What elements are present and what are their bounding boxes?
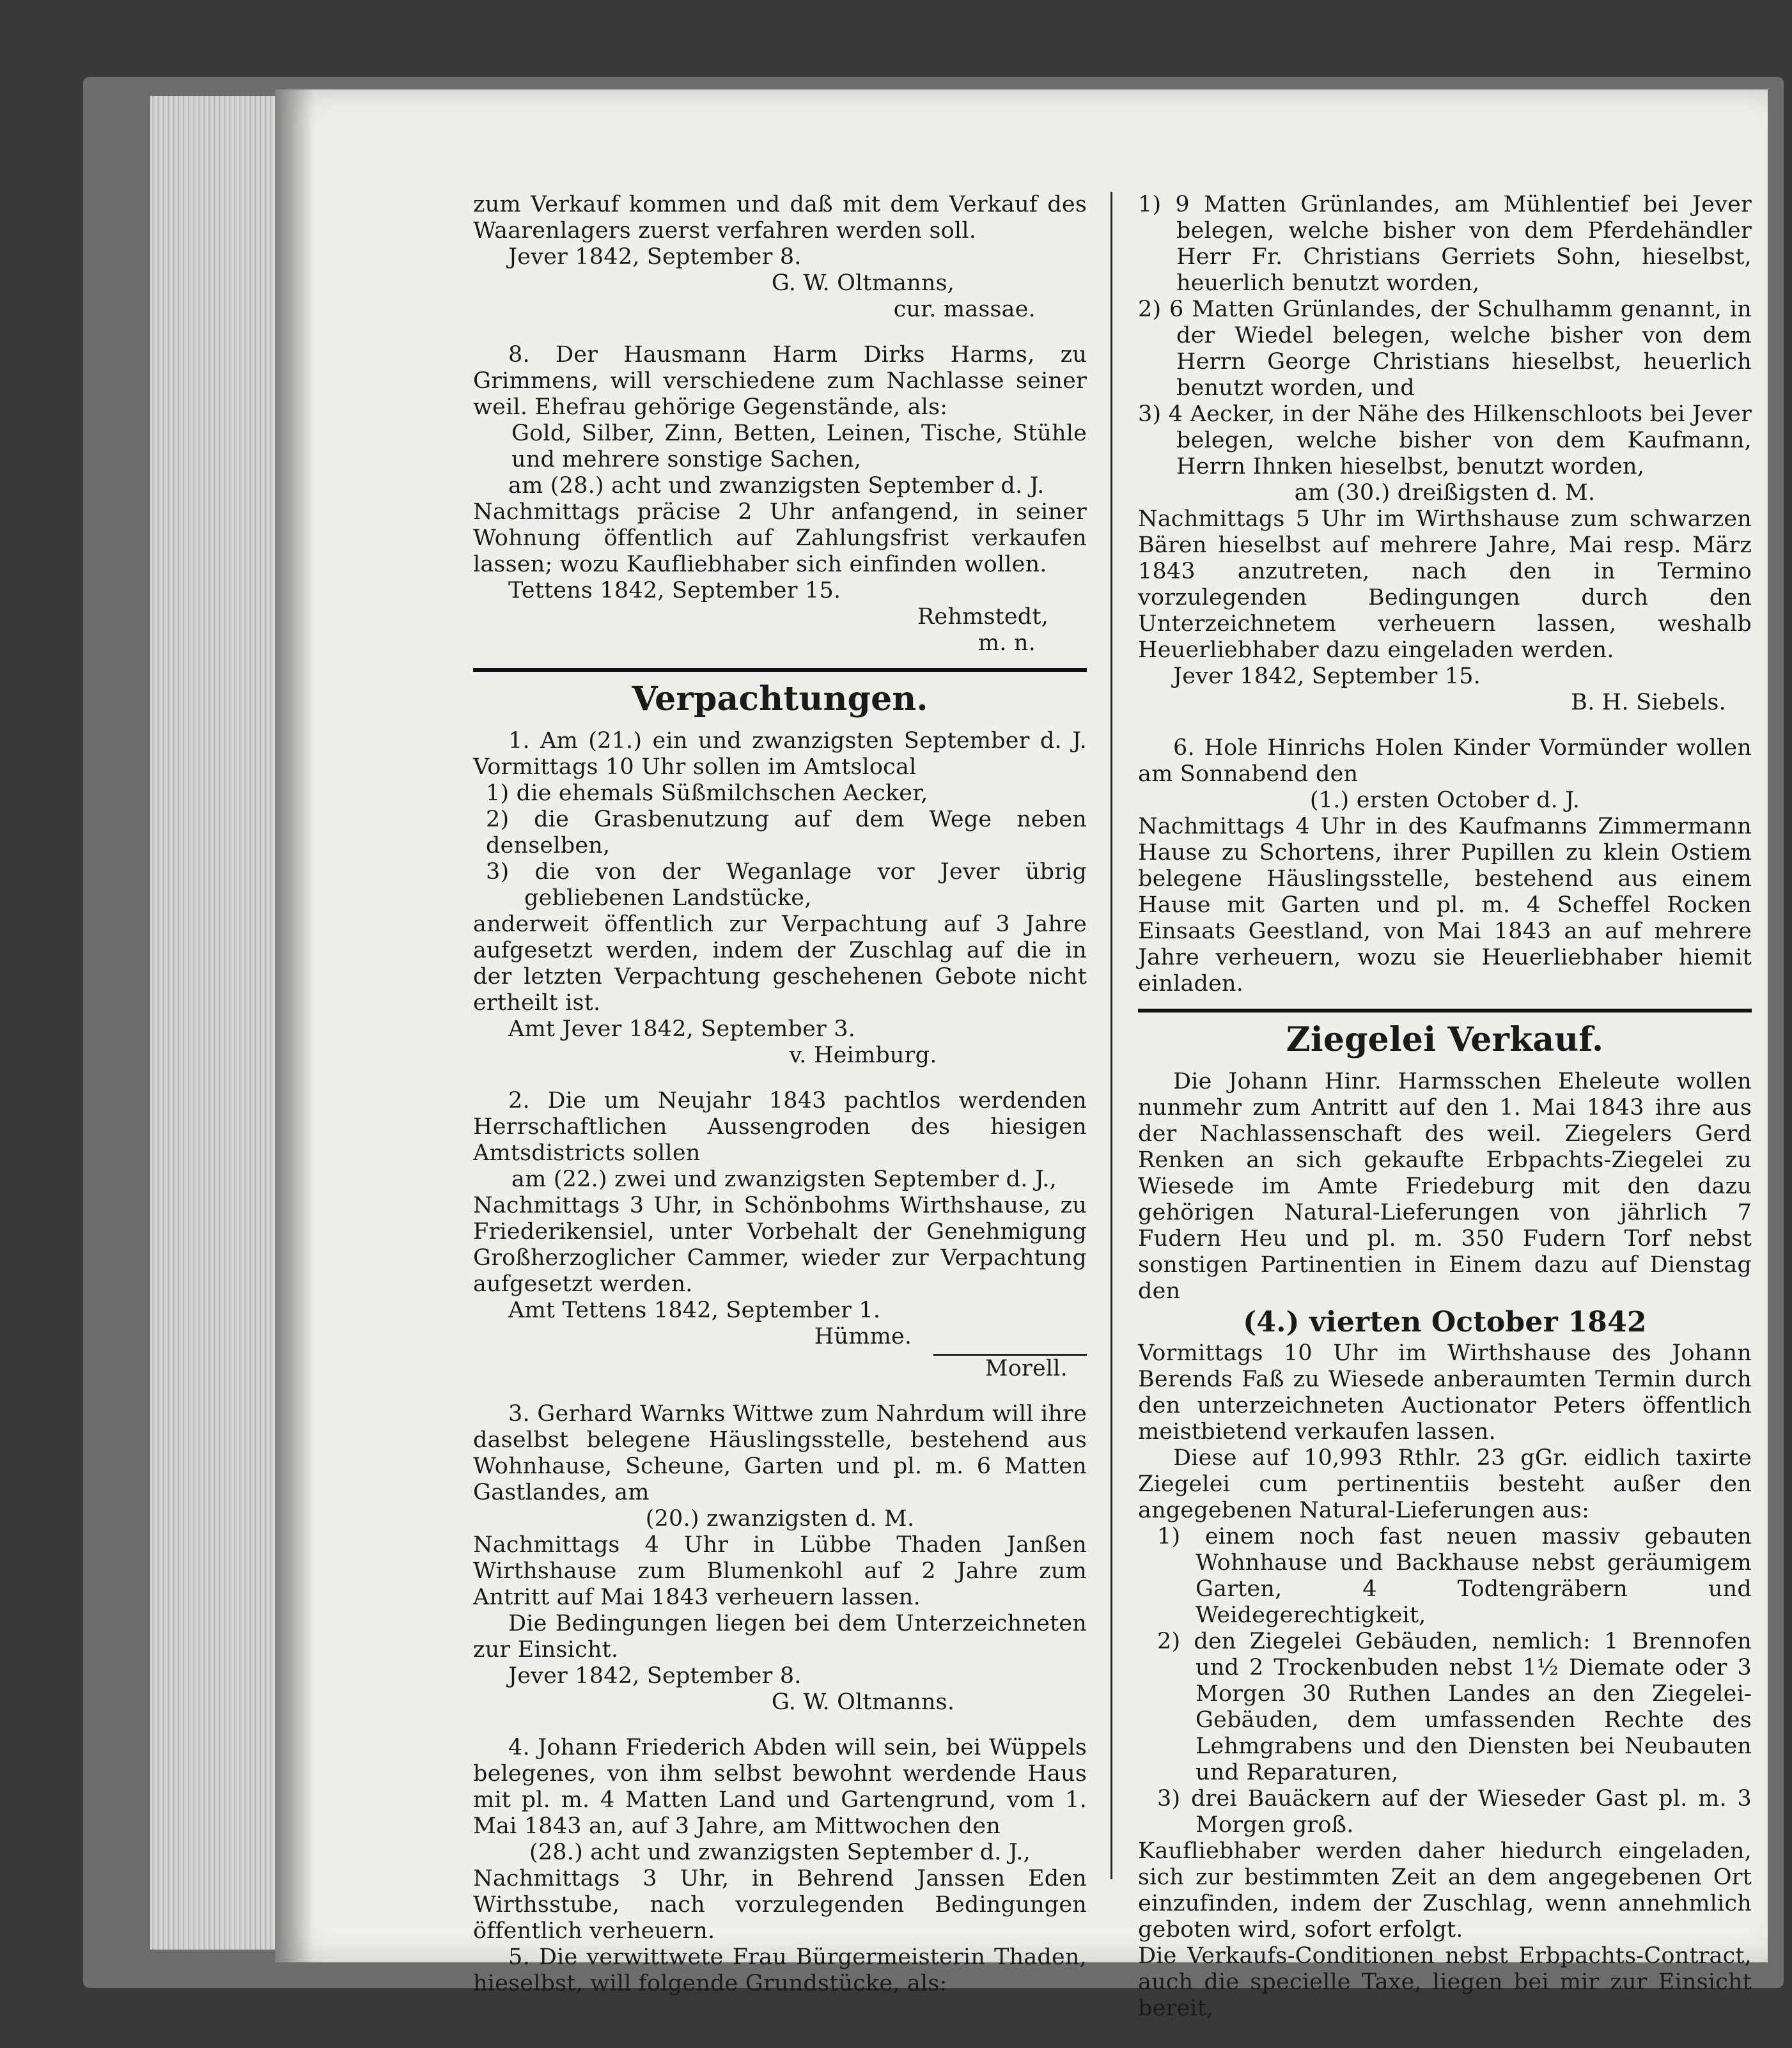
notice-6-body: Nachmittags 4 Uhr in des Kaufmanns Zimmermann Hause zu Schortens, ihrer Pupillen zu klein Ostiem belegene Häuslingsstelle, bestehend aus einem Hause mit Garten und pl. m. 4 Scheffel Rocken Einsaats Geestland, von Mai 1843 an auf mehrere Jahre verheuern, wozu sie Heuerliebhaber hiemit einladen.: [1138, 814, 1752, 997]
notice-6: 6. Hole Hinrichs Holen Kinder Vormünder wollen am Sonnabend den: [1138, 735, 1752, 787]
gutter-shadow: [275, 89, 313, 1962]
sale-invitation: Kaufliebhaber werden daher hiedurch eingeladen, sich zur bestimmten Zeit an dem angegebenen Ort einzufinden, indem der Zuschlag, wenn annehmlich geboten wird, sofort erfolgt.: [1138, 1838, 1752, 1943]
notice-signature: B. H. Siebels.: [1571, 690, 1726, 715]
sale-item: 3) drei Bauäckern auf der Wieseder Gast pl. m. 3 Morgen groß.: [1157, 1786, 1752, 1838]
signature-title: cur. massae.: [893, 297, 1036, 322]
section-heading: Ziegelei Verkauf.: [1286, 1020, 1604, 1059]
sale-notice: Die Johann Hinr. Harmsschen Eheleute wollen nunmehr zum Antritt auf den 1. Mai 1843 ihre aus der Nachlassenschaft des weil. Ziegelers Gerd Renken an sich gekaufte Erbpachts-Ziegelei zu Wiesede im Amte Friedeburg mit den dazu gehörigen Natural-Lieferungen von jährlich 7 Fudern Heu und pl. m. 350 Fudern Torf nebst sonstigen Partinentien in Einem dazu auf Dienstag den: [1138, 1069, 1752, 1304]
notice-8-date: am (28.) acht und zwanzigsten September d. J.: [508, 473, 1045, 499]
notice-v2-date: am (22.) zwei und zwanzigsten September d. J.,: [511, 1167, 1057, 1192]
sale-conditions: Die Verkaufs-Conditionen nebst Erbpachts-Contract, auch die specielle Taxe, liegen bei mir zur Einsicht bereit,: [1138, 1943, 1752, 2021]
sale-date: (4.) vierten October 1842: [1243, 1306, 1647, 1338]
date-line: Jever 1842, September 8.: [508, 244, 802, 270]
notice-v4-date: (28.) acht und zwanzigsten September d. J.,: [529, 1840, 1031, 1865]
notice-v4: 4. Johann Friederich Abden will sein, bei Wüppels belegenes, von ihm selbst bewohnt werdende Haus mit pl. m. 4 Matten Land und Gartengrund, vom 1. Mai 1843 an, auf 3 Jahre, am Mittwochen den: [473, 1735, 1087, 1839]
right-column: [1138, 192, 1752, 2022]
notice-v1-item: 2) die Grasbenutzung auf dem Wege neben denselben,: [486, 807, 1087, 858]
list-item: 1) 9 Matten Grünlandes, am Mühlentief bei Jever belegen, welche bisher von dem Pferdehändler Herr Fr. Christians Gerriets Sohn, hieselbst, heuerlich benutzt worden,: [1138, 192, 1752, 296]
notice-v4-body: Nachmittags 3 Uhr, in Behrend Janssen Eden Wirthsstube, nach vorzulegenden Bedingungen öffentlich verheuern.: [473, 1866, 1087, 1944]
notice-v1-item: 3) die von der Weganlage vor Jever übrig gebliebenen Landstücke,: [486, 859, 1087, 911]
notice-v2-place: Amt Tettens 1842, September 1.: [508, 1298, 881, 1323]
column-divider: [1110, 192, 1112, 1879]
notice-8-place: Tettens 1842, September 15.: [508, 578, 841, 603]
notice-v3: 3. Gerhard Warnks Wittwe zum Nahrdum will ihre daselbst belegene Häuslingsstelle, bestehend aus Wohnhause, Scheune, Garten und pl. m. 6 Matten Gastlandes, am: [473, 1401, 1087, 1505]
sale-body: Vormittags 10 Uhr im Wirthshause des Johann Berends Faß zu Wiesede anberaumten Termin durch den unterzeichneten Auctionator Peters öffentlich meistbietend verkaufen lassen.: [1138, 1340, 1752, 1445]
notice-v3-conditions: Die Bedingungen liegen bei dem Unterzeichneten zur Einsicht.: [473, 1611, 1087, 1663]
sale-description: Diese auf 10,993 Rthlr. 23 gGr. eidlich taxirte Ziegelei cum pertinentiis besteht außer den angegebenen Natural-Lieferungen aus:: [1138, 1445, 1752, 1523]
notice-v3-place: Jever 1842, September 8.: [508, 1663, 802, 1689]
notice-body: Nachmittags 5 Uhr im Wirthshause zum schwarzen Bären hieselbst auf mehrere Jahre, Mai resp. März 1843 anzutreten, nach den in Termino vorzulegenden Bedingungen durch den Unterzeichnetem verheuern lassen, weshalb Heuerliebhaber dazu eingeladen werden.: [1138, 506, 1752, 663]
notice-8-signature-2: m. n.: [978, 630, 1036, 656]
notice-v2-signature-2: Morell.: [985, 1356, 1068, 1381]
sale-item: 1) einem noch fast neuen massiv gebauten Wohnhause und Backhause nebst geräumigem Garten, 4 Todtengräbern und Weidegerechtigkeit,: [1157, 1524, 1752, 1628]
notice-v2: 2. Die um Neujahr 1843 pachtlos werdenden Herrschaftlichen Aussengroden des hiesigen Amtsdistricts sollen: [473, 1088, 1087, 1166]
left-column: [473, 192, 1087, 1997]
signature: G. W. Oltmanns,: [771, 270, 955, 296]
notice-v2-body: Nachmittags 3 Uhr, in Schönbohms Wirthshause, zu Friederikensiel, unter Vorbehalt der Genehmigung Großherzoglicher Cammer, wieder zur Verpachtung aufgesetzt werden.: [473, 1193, 1087, 1297]
notice-v1-item: 1) die ehemals Süßmilchschen Aecker,: [486, 780, 928, 806]
notice-v1: 1. Am (21.) ein und zwanzigsten September d. J. Vormittags 10 Uhr sollen im Amtslocal: [473, 728, 1087, 780]
notice-v1-signature: v. Heimburg.: [789, 1043, 937, 1068]
notice-8-items: Gold, Silber, Zinn, Betten, Leinen, Tische, Stühle und mehrere sonstige Sachen,: [511, 421, 1087, 472]
notice-v3-signature: G. W. Oltmanns.: [771, 1689, 955, 1715]
notice-8-body: Nachmittags präcise 2 Uhr anfangend, in seiner Wohnung öffentlich auf Zahlungsfrist verkaufen lassen; wozu Kaufliebhaber sich einfinden wollen.: [473, 499, 1087, 577]
notice-v1-body: anderweit öffentlich zur Verpachtung auf 3 Jahre aufgesetzt werden, indem der Zuschlag auf die in der letzten Verpachtung geschehenen Gebote nicht ertheilt ist.: [473, 912, 1087, 1016]
section-heading: Verpachtungen.: [632, 679, 928, 718]
section-rule: [473, 668, 1087, 672]
list-item: 2) 6 Matten Grünlandes, der Schulhamm genannt, in der Wiedel belegen, welche bisher von dem Herrn George Christians hieselbst, heuerlich benutzt worden, und: [1138, 297, 1752, 401]
page-edges: [150, 96, 293, 1950]
notice-6-date: (1.) ersten October d. J.: [1309, 787, 1580, 813]
notice-v2-signature: Hümme.: [814, 1324, 912, 1349]
sale-item: 2) den Ziegelei Gebäuden, nemlich: 1 Brennofen und 2 Trockenbuden nebst 1½ Diemate oder 3 Morgen 30 Ruthen Landes an den Ziegelei-Gebäuden, dem umfassenden Rechte des Lehmgrabens und den Diensten bei Neubauten und Reparaturen,: [1157, 1629, 1752, 1785]
section-rule: [1138, 1009, 1752, 1012]
notice-8-signature: Rehmstedt,: [917, 604, 1048, 630]
paragraph: zum Verkauf kommen und daß mit dem Verkauf des Waarenlagers zuerst verfahren werden soll.: [473, 192, 1087, 244]
notice-v5: 5. Die verwittwete Frau Bürgermeisterin Thaden, hieselbst, will folgende Grundstücke, als:: [473, 1944, 1087, 1996]
notice-v1-place: Amt Jever 1842, September 3.: [508, 1016, 856, 1042]
notice-place: Jever 1842, September 15.: [1173, 663, 1481, 689]
list-item: 3) 4 Aecker, in der Nähe des Hilkenschloots bei Jever belegen, welche bisher von dem Kaufmann, Herrn Ihnken hieselbst, benutzt worden,: [1138, 401, 1752, 479]
notice-date: am (30.) dreißigsten d. M.: [1294, 480, 1596, 506]
notice-v3-date: (20.) zwanzigsten d. M.: [645, 1506, 915, 1532]
notice-v3-body: Nachmittags 4 Uhr in Lübbe Thaden Janßen Wirthshause zum Blumenkohl auf 2 Jahre zum Antritt auf Mai 1843 verheuern lassen.: [473, 1532, 1087, 1610]
notice-8: 8. Der Hausmann Harm Dirks Harms, zu Grimmens, will verschiedene zum Nachlasse seiner weil. Ehefrau gehörige Gegenstände, als:: [473, 342, 1087, 420]
